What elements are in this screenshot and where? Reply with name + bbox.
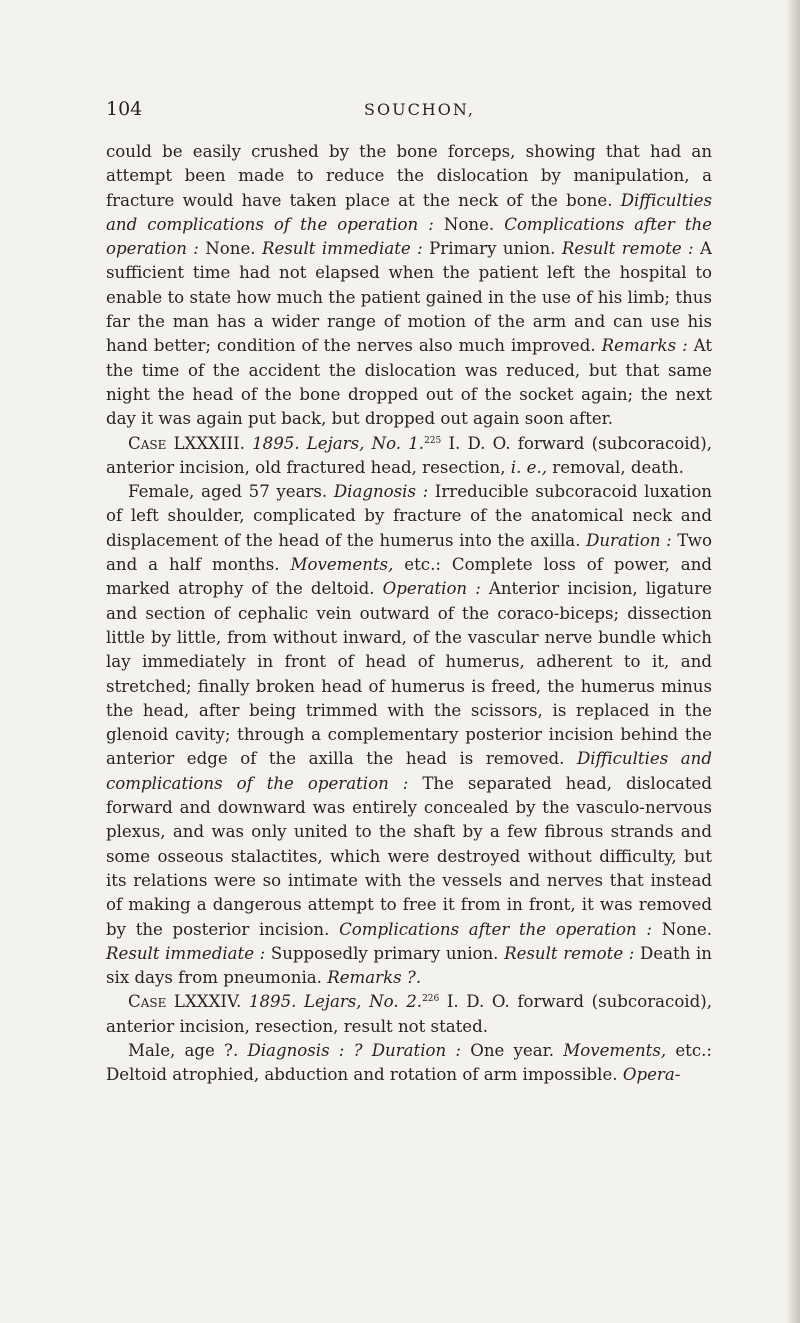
paragraph xyxy=(106,480,712,990)
italic-text: Opera- xyxy=(622,1065,681,1085)
italic-text: Difficulties and complications of the operation : xyxy=(106,190,712,234)
text-run: At the time of the accident the dislocation was reduced, but that same night the head of the bone dropped out of the socket again; the next day it was again put back, but dropped out again soon after. xyxy=(106,336,713,429)
italic-text: Diagnosis : xyxy=(333,482,429,502)
italic-text: Diagnosis : ? Duration : xyxy=(247,1040,461,1060)
italic-text: Result immediate : xyxy=(261,239,423,259)
italic-text: Movements, xyxy=(290,555,394,575)
italic-text: Result remote : xyxy=(561,239,694,259)
footnote-ref: 226 xyxy=(422,994,440,1005)
italic-text: Operation : xyxy=(382,579,481,599)
italic-text: Difficulties and complications of the operation : xyxy=(106,749,712,793)
text-run: I. D. O. forward (subcoracoid), anterior incision, resection, result not stated. xyxy=(106,992,712,1036)
text-run: Female, aged 57 years. xyxy=(128,482,334,502)
footnote-ref: 225 xyxy=(424,435,442,446)
text-run: Two and a half months. xyxy=(106,530,712,575)
body-text xyxy=(106,140,712,1088)
text-run: Male, age ?. xyxy=(128,1040,248,1060)
italic-text: Remarks : xyxy=(601,336,688,356)
paragraph xyxy=(106,1039,712,1088)
text-run: etc.: Deltoid atrophied, abduction and rotation of arm impossible. xyxy=(106,1040,712,1085)
italic-text: Remarks ?. xyxy=(327,968,422,988)
text-run: None. xyxy=(198,239,262,259)
paragraph xyxy=(106,990,712,1039)
text-run: I. D. O. forward (subcoracoid), anterior incision, old fractured head, resection, xyxy=(106,433,712,477)
italic-text: 1895. Lejars, No. 2. xyxy=(248,992,423,1012)
paragraph xyxy=(106,432,712,481)
page-header xyxy=(106,98,706,128)
text-run: Supposedly primary union. xyxy=(265,943,505,963)
text-run: Death in six days from pneumonia. xyxy=(106,943,712,988)
text-run: could be easily crushed by the bone forceps, showing that had an attempt been made to reduce the dislocation by manipulation, a fracture would have taken place at the neck of the bone. xyxy=(106,142,712,210)
text-run: One year. xyxy=(461,1040,564,1060)
case-heading: Case LXXXIII. xyxy=(128,433,245,453)
italic-text: Movements, xyxy=(563,1040,667,1060)
text-run: None. xyxy=(433,214,505,234)
case-heading: Case LXXXIV. xyxy=(128,992,242,1012)
text-run: The separated head, dislocated forward and downward was entirely concealed by the vasculo-nervous plexus, and was only united to the shaft by a few fibrous strands and some osseous stalactites, which were destroyed without difficulty, but its relations were so intimate with the vessels and nerves that instead of making a dangerous attempt to free it from in front, it was removed by the posterior incision. xyxy=(106,773,712,939)
page-edge-shadow xyxy=(786,0,800,1323)
text-run: Primary union. xyxy=(422,239,562,259)
italic-text: Result immediate : xyxy=(106,943,266,963)
page-number: 104 xyxy=(106,98,143,120)
italic-text: i. e., xyxy=(510,457,547,477)
text-run: A sufficient time had not elapsed when the patient left the hospital to enable to state how much the patient gained in the use of his limb; thus far the man has a wider range of motion of the arm and can use his hand better; condition of the nerves also much improved. xyxy=(106,239,713,356)
text-run: etc.: Complete loss of power, and marked atrophy of the deltoid. xyxy=(106,555,713,599)
text-run: Anterior incision, ligature and section of cephalic vein outward of the coraco-biceps; dissection little by little, from without inward, of the vascular nerve bundle which lay immediately in front of head of humerus, adherent to it, and stretched; finally broken head of humerus is freed, the humerus minus the head, after being trimmed with the scissors, is replaced in the glenoid cavity; through a complementary posterior incision behind the anterior edge of the axilla the head is removed. xyxy=(106,579,712,769)
paragraph xyxy=(106,140,712,432)
running-head: SOUCHON, xyxy=(364,100,475,119)
italic-text: 1895. Lejars, No. 1. xyxy=(252,433,425,453)
text-run: Irreducible subcoracoid luxation of left shoulder, complicated by fracture of the anatomical neck and displacement of the head of the humerus into the axilla. xyxy=(106,482,712,550)
text-run xyxy=(241,992,249,1011)
italic-text: Duration : xyxy=(586,530,672,550)
italic-text: Complications after the operation : xyxy=(339,919,653,939)
italic-text: Result remote : xyxy=(504,943,635,963)
text-run: removal, death. xyxy=(547,457,684,477)
italic-text: Complications after the operation : xyxy=(106,214,712,259)
text-run: None. xyxy=(652,919,712,939)
